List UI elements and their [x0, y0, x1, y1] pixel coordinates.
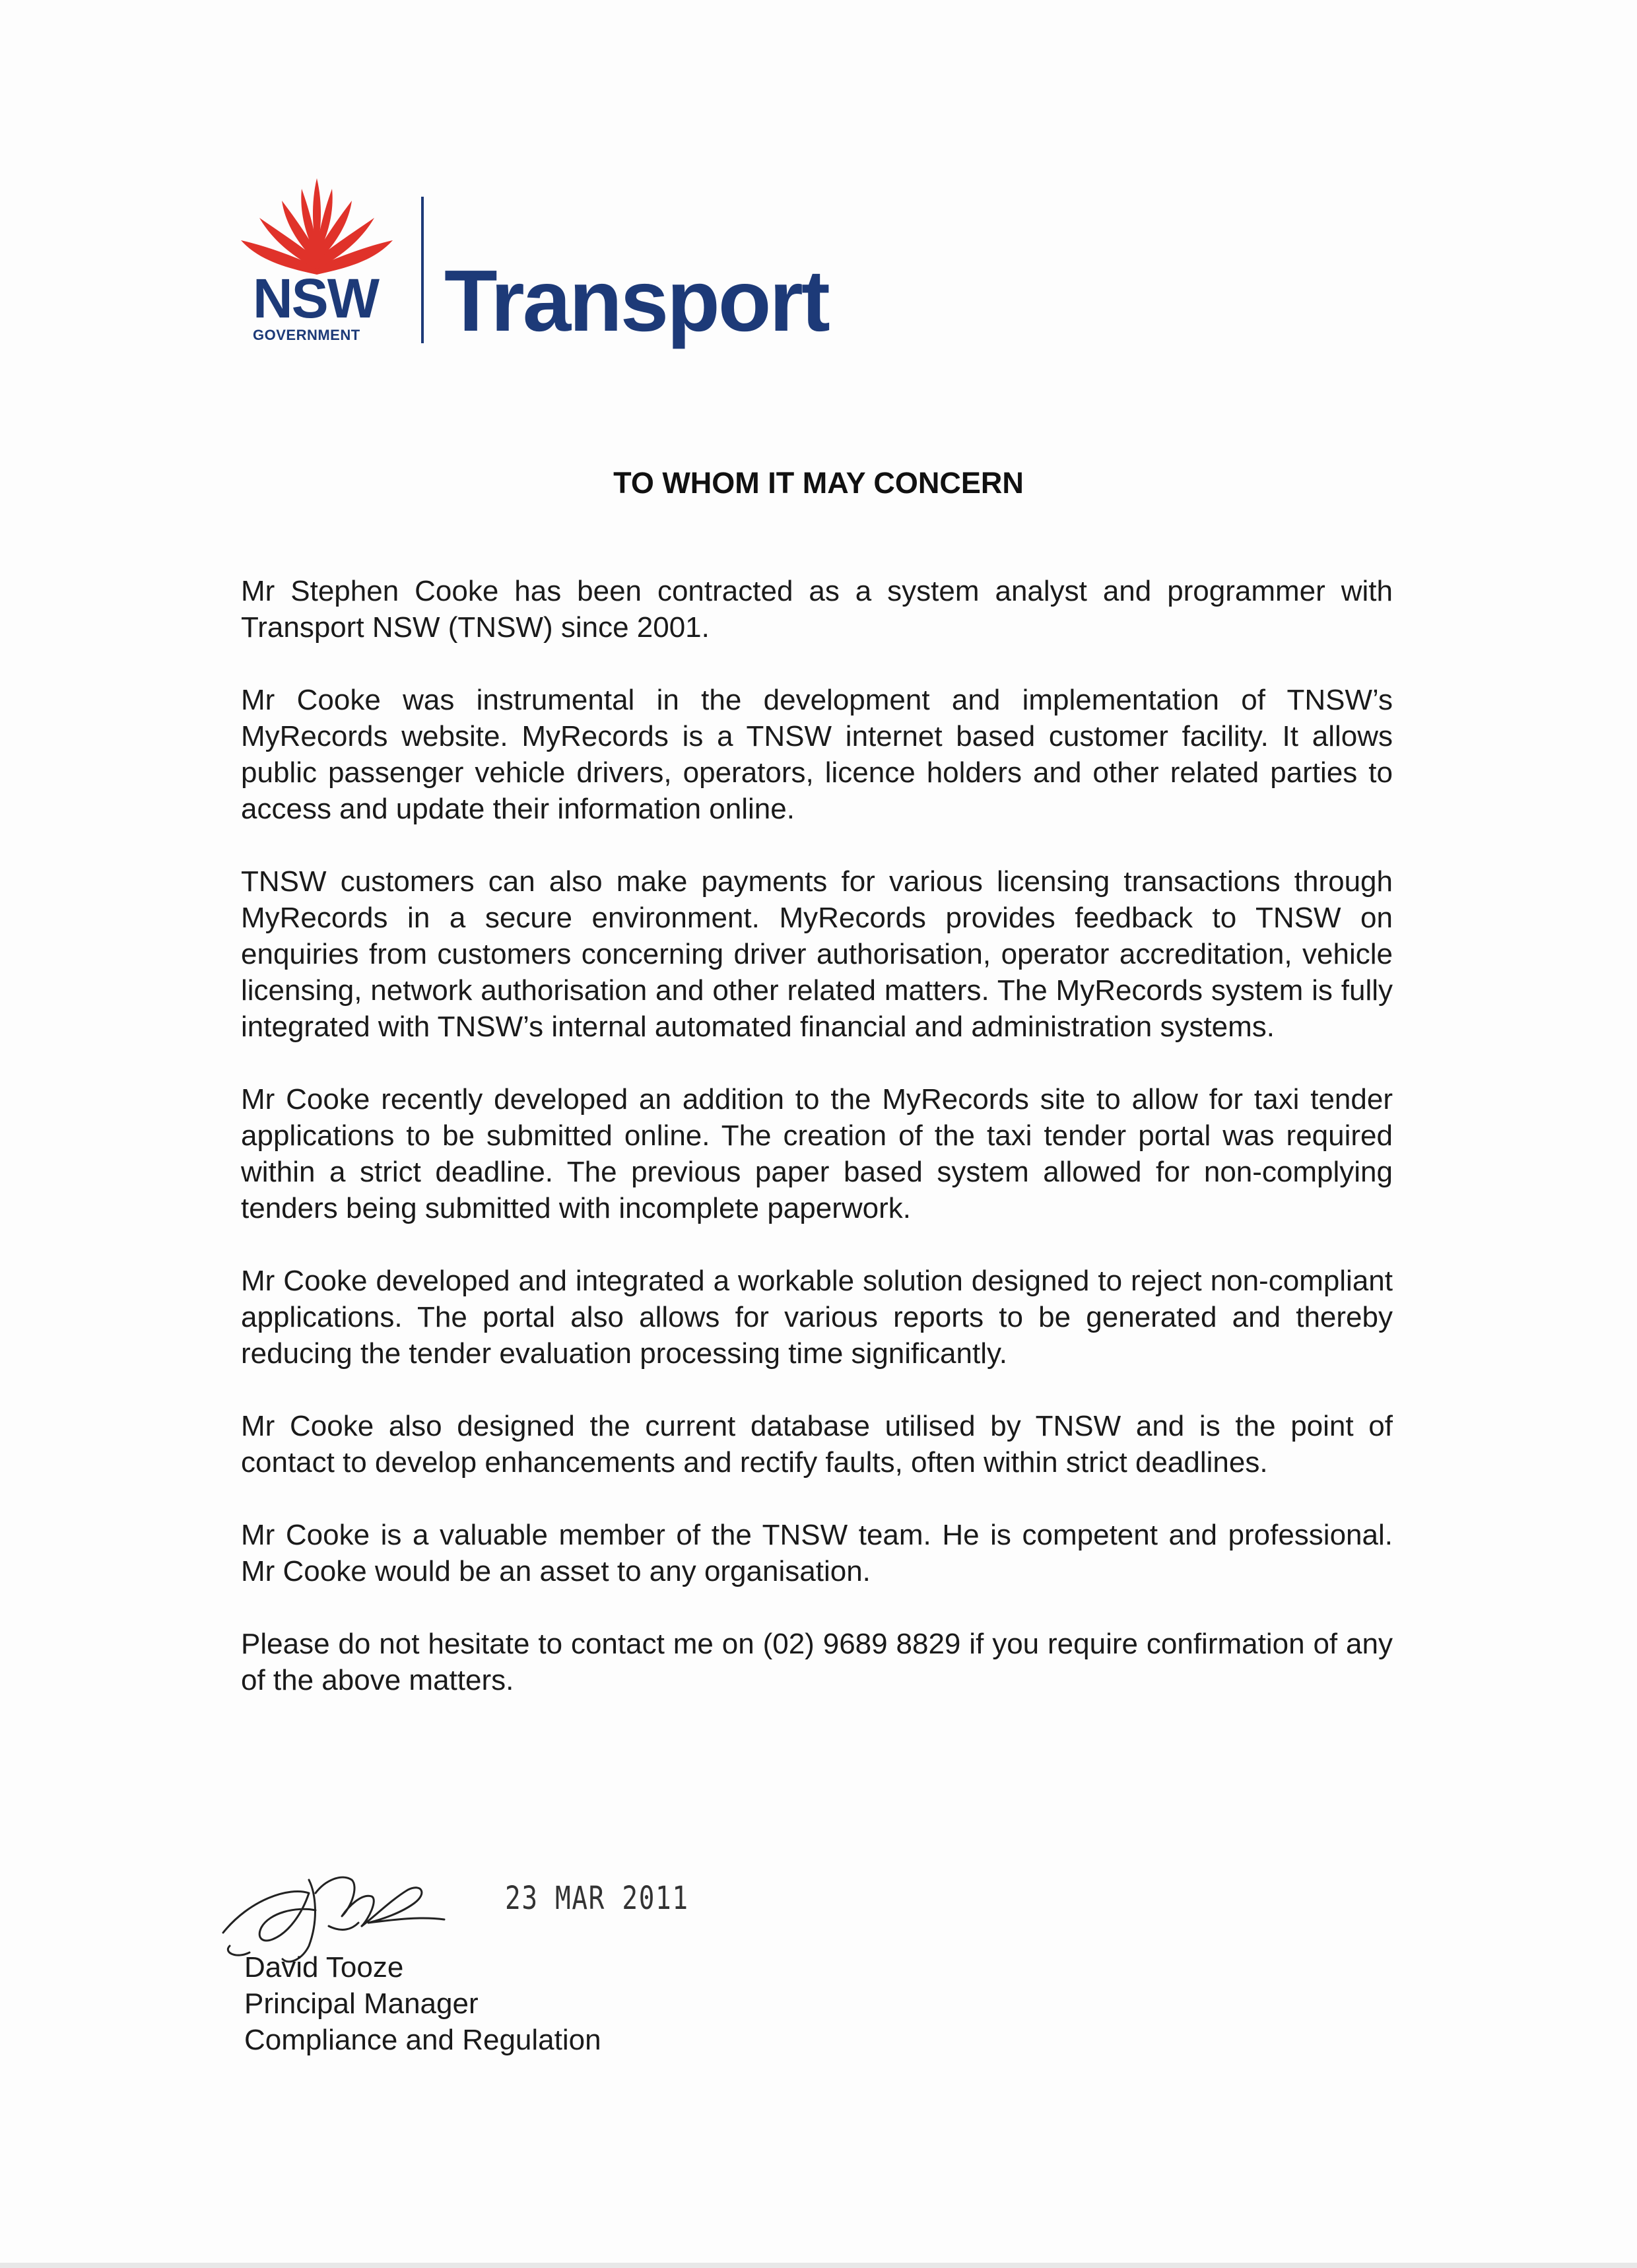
waratah-flower-icon [234, 177, 399, 276]
page-edge [0, 2263, 1637, 2268]
paragraph: Please do not hesitate to contact me on (02) 9689 8829 if you require confirmation of any of the above matters. [241, 1628, 1393, 1696]
paragraph: Mr Cooke was instrumental in the development and implementation of TNSW’s MyRecords website. MyRecords is a TNSW internet based customer facility. It allows public passenger vehicle drivers, operators, licence holders and other related parties to access and update their information online. [241, 684, 1393, 825]
signatory-department: Compliance and Regulation [244, 2024, 601, 2056]
paragraph: TNSW customers can also make payments for various licensing transactions through MyRecords in a secure environment. MyRecords provides feedback to TNSW on enquiries from customers concerning driver authorisation, operator accreditation, vehicle licensing, network authorisation and other related matters. The MyRecords system is fully integrated with TNSW’s internal automated financial and administration systems. [241, 865, 1393, 1043]
transport-wordmark: Transport [444, 252, 828, 349]
signatory-name: David Tooze [244, 1951, 404, 1984]
paragraph: Mr Cooke recently developed an addition to the MyRecords site to allow for taxi tender applications to be submitted online. The creation of the taxi tender portal was required within a strict deadline. The previous paper based system allowed for non-complying tenders being submitted with incomplete paperwork. [241, 1083, 1393, 1224]
paragraph: Mr Cooke also designed the current database utilised by TNSW and is the point of contact to develop enhancements and rectify faults, often within strict deadlines. [241, 1410, 1393, 1479]
paragraph: Mr Cooke developed and integrated a workable solution designed to reject non-compliant applications. The portal also allows for various reports to be generated and thereby reducing the tender evaluation processing time significantly. [241, 1265, 1393, 1370]
date-stamp: 23 MAR 2011 [505, 1880, 689, 1917]
nsw-wordmark: NSW [253, 267, 378, 329]
signatory-title: Principal Manager [244, 1987, 479, 2020]
government-wordmark: GOVERNMENT [253, 327, 360, 343]
paragraph: Mr Stephen Cooke has been contracted as a system analyst and programmer with Transport NSW (TNSW) since 2001. [241, 575, 1393, 644]
letterhead-divider [421, 197, 424, 343]
letter-heading: TO WHOM IT MAY CONCERN [613, 466, 1024, 500]
letter-body [241, 573, 1393, 1735]
letterhead [234, 177, 868, 349]
paragraph: Mr Cooke is a valuable member of the TNSW team. He is competent and professional. Mr Cooke would be an asset to any organisation. [241, 1519, 1393, 1587]
